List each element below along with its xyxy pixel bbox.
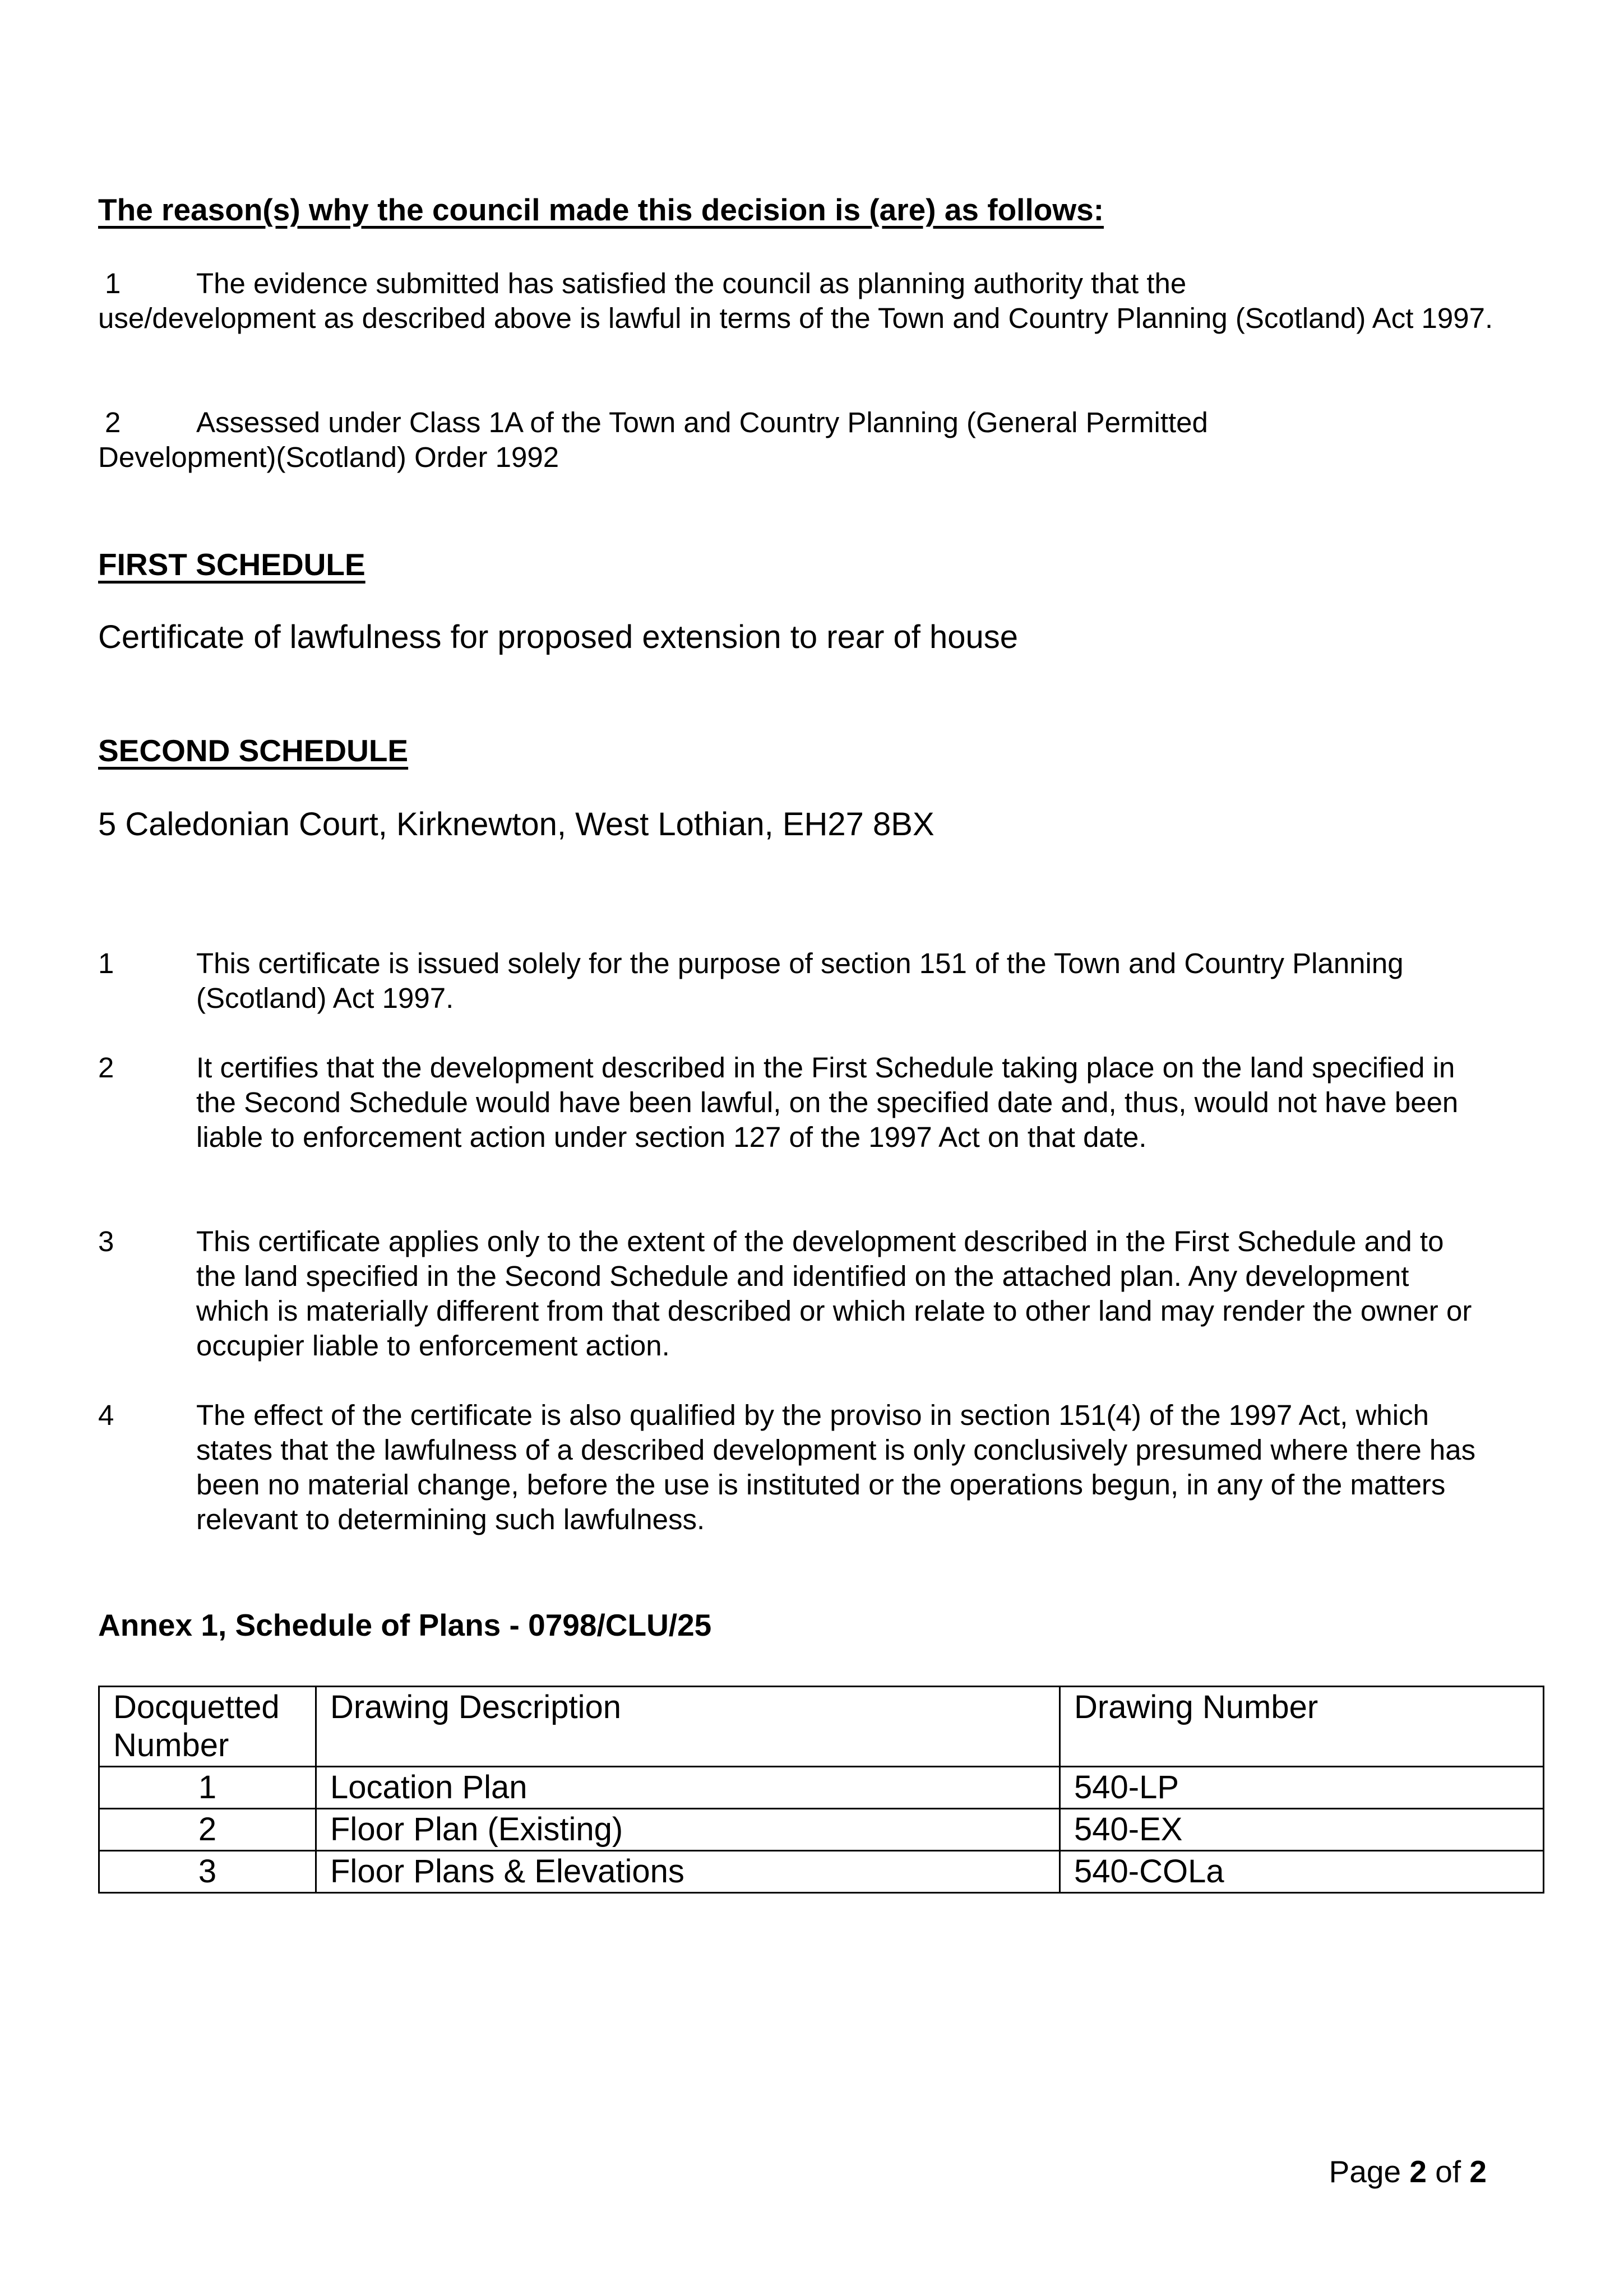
annex-title: Annex 1, Schedule of Plans - 0798/CLU/25 xyxy=(98,1608,712,1642)
page-number xyxy=(1329,2154,1487,2189)
certificate-note xyxy=(98,1224,1488,1363)
page-of-label: of xyxy=(1435,2154,1461,2189)
table-row xyxy=(99,1809,1544,1851)
note-text: The effect of the certificate is also qualified by the proviso in section 151(4) of the 1997 Act, which states that the lawfulness of a described development is only conclusively presumed where there has been no material change, before the use is instituted or the operations begun, in any of the matters relevant to determining such lawfulness. xyxy=(196,1399,1476,1535)
note-text: This certificate applies only to the extent of the development described in the First Schedule and to the land specified in the Second Schedule and identified on the attached plan. Any development which is materially different from that described or which relate to other land may render the owner or occupier liable to enforcement action. xyxy=(196,1225,1472,1362)
drawing-number-cell: 540-COLa xyxy=(1060,1851,1544,1893)
table-header-row xyxy=(99,1687,1544,1767)
note-number: 4 xyxy=(98,1399,114,1431)
second-schedule-heading: SECOND SCHEDULE xyxy=(98,733,409,768)
reason-item xyxy=(98,266,1522,336)
column-header-drawing-number: Drawing Number xyxy=(1060,1687,1544,1767)
reason-number: 1 xyxy=(105,267,121,299)
docquetted-number-cell: 3 xyxy=(99,1851,316,1893)
total-pages: 2 xyxy=(1469,2154,1487,2189)
note-number: 1 xyxy=(98,947,114,979)
certificate-note xyxy=(98,946,1488,1016)
drawing-description-cell: Floor Plans & Elevations xyxy=(316,1851,1060,1893)
page-label: Page xyxy=(1329,2154,1401,2189)
docquetted-number-cell: 1 xyxy=(99,1767,316,1809)
docquetted-number-cell: 2 xyxy=(99,1809,316,1851)
reasons-heading: The reason(s) why the council made this decision is (are) as follows: xyxy=(98,192,1104,227)
second-schedule-text: 5 Caledonian Court, Kirknewton, West Lothian, EH27 8BX xyxy=(98,806,934,843)
drawing-description-cell: Location Plan xyxy=(316,1767,1060,1809)
schedule-of-plans-table xyxy=(98,1686,1544,1894)
note-number: 3 xyxy=(98,1225,114,1257)
table-row xyxy=(99,1851,1544,1893)
note-text: This certificate is issued solely for the purpose of section 151 of the Town and Country Planning (Scotland) Act 1997. xyxy=(196,947,1404,1014)
first-schedule-heading: FIRST SCHEDULE xyxy=(98,547,365,582)
note-number: 2 xyxy=(98,1052,114,1084)
drawing-number-cell: 540-EX xyxy=(1060,1809,1544,1851)
reason-item xyxy=(98,405,1522,475)
reason-text-rest: use/development as described above is lawful in terms of the Town and Country Planning (Scotland) Act 1997. xyxy=(98,302,1493,334)
current-page: 2 xyxy=(1409,2154,1427,2189)
reason-text-first-line: Assessed under Class 1A of the Town and Country Planning (General Permitted xyxy=(196,406,1208,438)
column-header-drawing-description: Drawing Description xyxy=(316,1687,1060,1767)
drawing-number-cell: 540-LP xyxy=(1060,1767,1544,1809)
certificate-note xyxy=(98,1398,1488,1537)
reason-number: 2 xyxy=(105,406,121,438)
drawing-description-cell: Floor Plan (Existing) xyxy=(316,1809,1060,1851)
certificate-note xyxy=(98,1050,1488,1155)
reason-text-rest: Development)(Scotland) Order 1992 xyxy=(98,441,559,473)
table-row xyxy=(99,1767,1544,1809)
column-header-docquetted-number: Docquetted Number xyxy=(99,1687,316,1767)
first-schedule-text: Certificate of lawfulness for proposed extension to rear of house xyxy=(98,619,1019,655)
note-text: It certifies that the development described in the First Schedule taking place on the land specified in the Second Schedule would have been lawful, on the specified date and, thus, would not have been liable to enforcement action under section 127 of the 1997 Act on that date. xyxy=(196,1052,1459,1153)
reason-text-first-line: The evidence submitted has satisfied the council as planning authority that the xyxy=(196,267,1187,299)
